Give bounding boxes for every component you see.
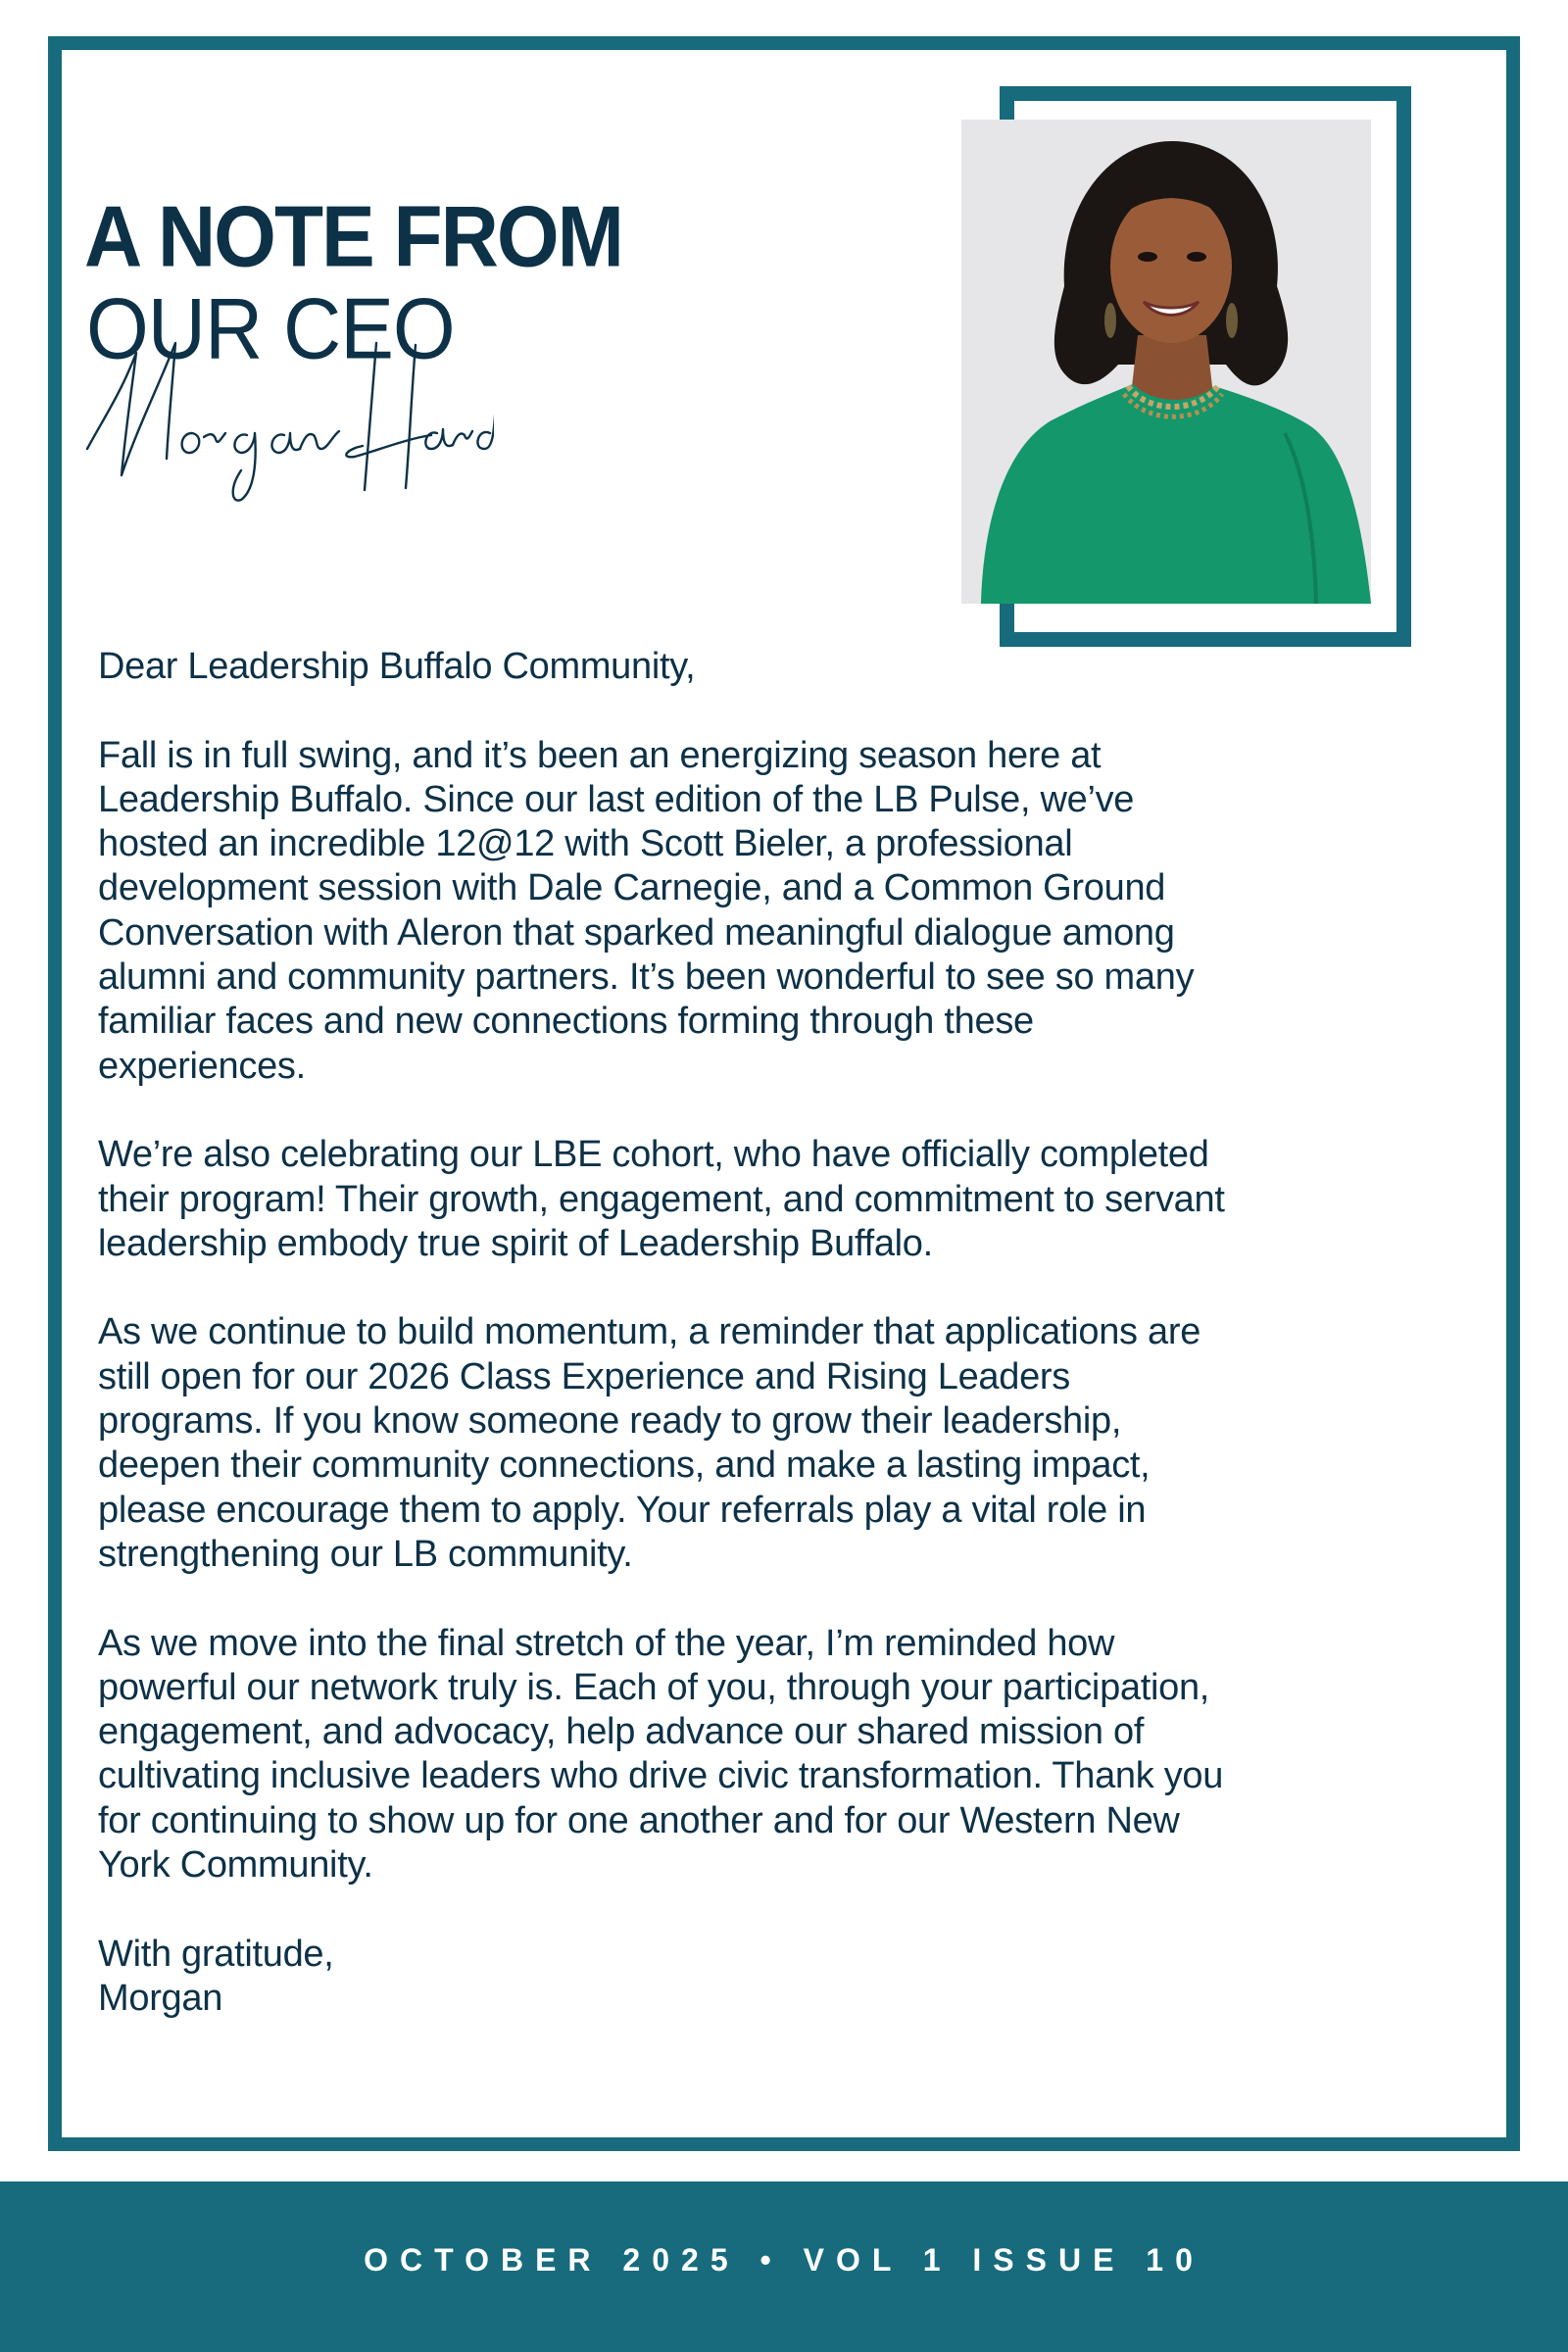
letter-salutation: Dear Leadership Buffalo Community, xyxy=(98,646,696,687)
page-title-line1: A NOTE FROM xyxy=(84,188,622,285)
ceo-letter-body xyxy=(98,645,1470,2021)
ceo-portrait-photo xyxy=(961,120,1371,604)
letter-paragraph: Fall is in full swing, and it’s been an energizing season here at Leadership Buffalo. Since our last edition of the LB Pulse, we’ve hosted an incredible 12@12 with Scott Bieler, a professional development session with Dale Carnegie, and a Common Ground Conversation with Aleron that sparked meaningful dialogue among alumni and community partners. It’s been wonderful to see so many familiar faces and new connections forming through these experiences. xyxy=(98,734,1195,1087)
letter-sign-off: Morgan xyxy=(98,1977,223,2019)
letter-paragraph: As we continue to build momentum, a reminder that applications are still open for our 2026 Class Experience and Rising Leaders programs. If you know someone ready to grow their leadership, deepen their community connections, and make a lasting impact, please encourage them to apply. Your referrals play a vital role in strengthening our LB community. xyxy=(98,1311,1201,1575)
issue-info: OCTOBER 2025 • VOL 1 ISSUE 10 xyxy=(364,2241,1204,2278)
ceo-portrait-icon xyxy=(961,120,1371,604)
footer-band xyxy=(0,2181,1568,2352)
letter-paragraph: We’re also celebrating our LBE cohort, who have officially completed their program! Their growth, engagement, and commitment to servant leadership embody true spirit of Leadership Buffalo. xyxy=(98,1134,1225,1264)
page-title-line2: OUR CEO xyxy=(86,280,455,377)
signature-morgan-hardy xyxy=(82,323,494,519)
letter-closing: With gratitude, xyxy=(98,1933,334,1975)
letter-paragraph: As we move into the final stretch of the year, I’m reminded how powerful our network truly is. Each of you, through your participation, engagement, and advocacy, help advance our shared mission of cultivating inclusive leaders who drive civic transformation. Thank you for continuing to show up for one another and for our Western New York Community. xyxy=(98,1622,1224,1886)
